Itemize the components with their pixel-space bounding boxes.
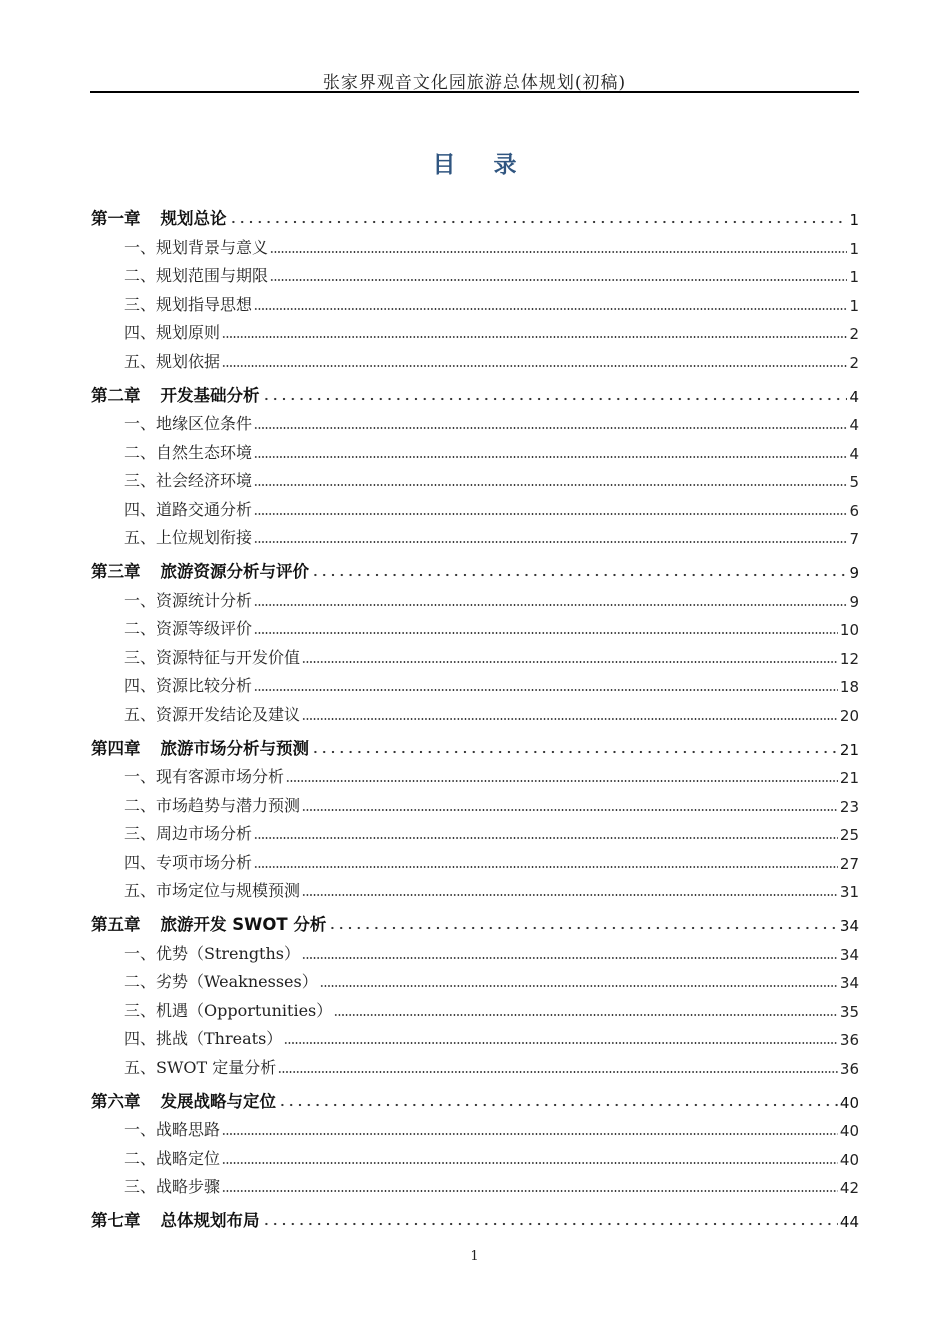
dot-leader [302,800,838,812]
dot-leader [254,680,838,692]
section-page-number: 10 [839,621,859,639]
dot-leader [254,623,838,635]
chapter-title: 旅游资源分析与评价 [160,562,309,581]
toc-section-entry[interactable] [91,434,859,463]
section-title: 二、劣势（Weaknesses） [124,972,318,991]
dot-leader [254,857,838,869]
header-rule [90,91,859,93]
section-title: 一、资源统计分析 [124,590,253,610]
dot-leader [222,327,847,339]
dot-leader [284,1033,838,1045]
chapter-label [91,1207,260,1231]
toc-section-entry[interactable] [91,1140,859,1169]
toc-section-entry[interactable] [91,1021,859,1050]
section-title: 三、周边市场分析 [124,824,253,843]
chapter-number: 第七章 [91,1211,141,1230]
section-title: 三、机遇（Opportunities） [124,1000,333,1020]
chapter-label [91,911,326,935]
section-page-number: 7 [849,530,859,548]
section-title: 二、自然生态环境 [124,442,253,462]
chapter-page-number: 1 [849,211,859,229]
toc-title-char-1: 目 [432,152,456,178]
chapter-number: 第二章 [91,385,141,405]
dot-leader [302,709,838,721]
toc-section-entry[interactable] [91,639,859,668]
toc-chapter-entry[interactable] [91,908,859,935]
dot-leader [278,1096,838,1108]
page-header: 张家界观音文化园旅游总体规划(初稿) [322,73,627,93]
section-page-number: 40 [839,1122,859,1140]
section-title: 三、战略步骤 [124,1177,221,1196]
dot-leader [286,771,838,783]
toc-section-entry[interactable] [91,873,859,902]
dot-leader [254,828,838,840]
toc-section-entry[interactable] [91,491,859,520]
section-title: 二、市场趋势与潜力预测 [124,795,301,815]
toc-title [90,146,859,179]
section-title: 一、现有客源市场分析 [124,767,285,786]
chapter-label [91,1088,276,1112]
section-page-number: 36 [839,1031,859,1049]
dot-leader [222,1153,838,1165]
toc-section-entry[interactable] [91,787,859,816]
chapter-page-number: 21 [839,740,859,759]
chapter-page-number: 40 [839,1093,859,1112]
dot-leader [254,447,847,459]
toc-section-entry[interactable] [91,844,859,873]
toc-chapter-entry[interactable] [91,379,859,406]
section-title: 四、资源比较分析 [124,676,253,695]
chapter-number: 第三章 [91,562,141,581]
section-title: 四、道路交通分析 [124,499,253,519]
toc-chapter-entry[interactable] [91,1085,859,1112]
dot-leader [311,566,847,578]
chapter-title: 开发基础分析 [160,385,260,405]
page-number: 1 [470,1249,479,1264]
section-page-number: 35 [839,1002,859,1021]
toc-section-entry[interactable] [91,1112,859,1141]
toc-section-entry[interactable] [91,668,859,697]
section-title: 一、战略思路 [124,1120,221,1139]
toc-section-entry[interactable] [91,992,859,1021]
section-page-number: 40 [839,1150,859,1169]
chapter-label [91,735,309,759]
section-page-number: 2 [849,325,859,343]
toc-section-entry[interactable] [91,315,859,344]
toc-section-entry[interactable] [91,1169,859,1198]
chapter-label [91,205,227,229]
toc-section-entry[interactable] [91,1049,859,1078]
dot-leader [254,532,847,544]
chapter-page-number: 34 [839,917,859,935]
section-title: 四、规划原则 [124,323,221,342]
section-page-number: 5 [849,473,859,491]
chapter-number: 第四章 [91,738,141,758]
section-title: 三、社会经济环境 [124,471,253,490]
chapter-number: 第五章 [91,915,141,934]
section-title: 一、优势（Strengths） [124,943,301,963]
chapter-label [91,382,260,406]
section-title: 二、资源等级评价 [124,619,253,638]
dot-leader [328,919,838,931]
section-title: 五、上位规划衔接 [124,528,253,547]
dot-leader [254,418,847,430]
toc-section-entry[interactable] [91,343,859,372]
toc-section-entry[interactable] [91,258,859,287]
dot-leader [254,595,847,607]
toc-chapter-entry[interactable] [91,732,859,759]
table-of-contents [91,202,859,1231]
chapter-label [91,558,309,582]
section-title: 一、规划背景与意义 [124,237,269,257]
dot-leader [302,948,838,960]
section-page-number: 21 [839,769,859,787]
dot-leader [302,885,838,897]
chapter-page-number: 44 [839,1213,859,1231]
dot-leader [270,270,847,282]
dot-leader [254,299,847,311]
section-page-number: 34 [839,974,859,992]
chapter-page-number: 4 [849,387,859,406]
dot-leader [311,743,838,755]
toc-section-entry[interactable] [91,463,859,492]
chapter-title: 规划总论 [160,209,227,228]
section-title: 一、地缘区位条件 [124,414,253,433]
section-title: 五、资源开发结论及建议 [124,704,301,724]
section-page-number: 1 [849,268,859,286]
section-page-number: 4 [849,444,859,463]
toc-section-entry[interactable] [91,520,859,549]
chapter-title: 发展战略与定位 [160,1091,276,1111]
chapter-title: 总体规划布局 [160,1211,260,1230]
toc-section-entry[interactable] [91,759,859,788]
dot-leader [222,1181,838,1193]
section-page-number: 1 [849,239,859,258]
dot-leader [302,652,838,664]
section-title: 三、资源特征与开发价值 [124,647,301,667]
section-page-number: 18 [839,678,859,696]
section-page-number: 27 [839,854,859,873]
dot-leader [254,475,847,487]
section-page-number: 4 [849,416,859,434]
section-page-number: 9 [849,592,859,611]
section-page-number: 25 [839,826,859,844]
dot-leader [262,390,848,402]
toc-section-entry[interactable] [91,229,859,258]
section-page-number: 31 [839,883,859,901]
toc-chapter-entry[interactable] [91,202,859,229]
section-page-number: 23 [839,797,859,816]
toc-section-entry[interactable] [91,816,859,845]
dot-leader [229,213,848,225]
section-title: 四、专项市场分析 [124,852,253,872]
section-page-number: 36 [839,1059,859,1078]
chapter-number: 第一章 [91,209,141,228]
section-page-number: 42 [839,1179,859,1197]
section-page-number: 2 [849,353,859,372]
chapter-title: 旅游市场分析与预测 [160,738,309,758]
section-title: 二、战略定位 [124,1148,221,1168]
toc-section-entry[interactable] [91,696,859,725]
toc-chapter-entry[interactable] [91,555,859,582]
chapter-number: 第六章 [91,1091,141,1111]
toc-section-entry[interactable] [91,406,859,435]
section-title: 五、市场定位与规模预测 [124,881,301,900]
section-page-number: 6 [849,501,859,520]
toc-section-entry[interactable] [91,964,859,993]
section-title: 三、规划指导思想 [124,294,253,314]
section-title: 五、SWOT 定量分析 [124,1057,277,1077]
section-title: 五、规划依据 [124,351,221,371]
dot-leader [270,242,847,254]
section-page-number: 20 [839,706,859,725]
chapter-title: 旅游开发 SWOT 分析 [160,915,327,934]
toc-section-entry[interactable] [91,582,859,611]
dot-leader [222,1124,838,1136]
dot-leader [334,1005,838,1017]
section-page-number: 12 [839,649,859,668]
dot-leader [320,976,838,988]
dot-leader [254,504,847,516]
chapter-page-number: 9 [849,564,859,582]
dot-leader [262,1215,838,1227]
section-title: 四、挑战（Threats） [124,1029,283,1048]
toc-section-entry[interactable] [91,286,859,315]
section-title: 二、规划范围与期限 [124,266,269,285]
dot-leader [222,356,847,368]
section-page-number: 1 [849,296,859,315]
toc-section-entry[interactable] [91,611,859,640]
toc-title-char-2: 录 [493,152,517,178]
dot-leader [278,1062,838,1074]
toc-section-entry[interactable] [91,935,859,964]
section-page-number: 34 [839,945,859,964]
toc-chapter-entry[interactable] [91,1204,859,1231]
